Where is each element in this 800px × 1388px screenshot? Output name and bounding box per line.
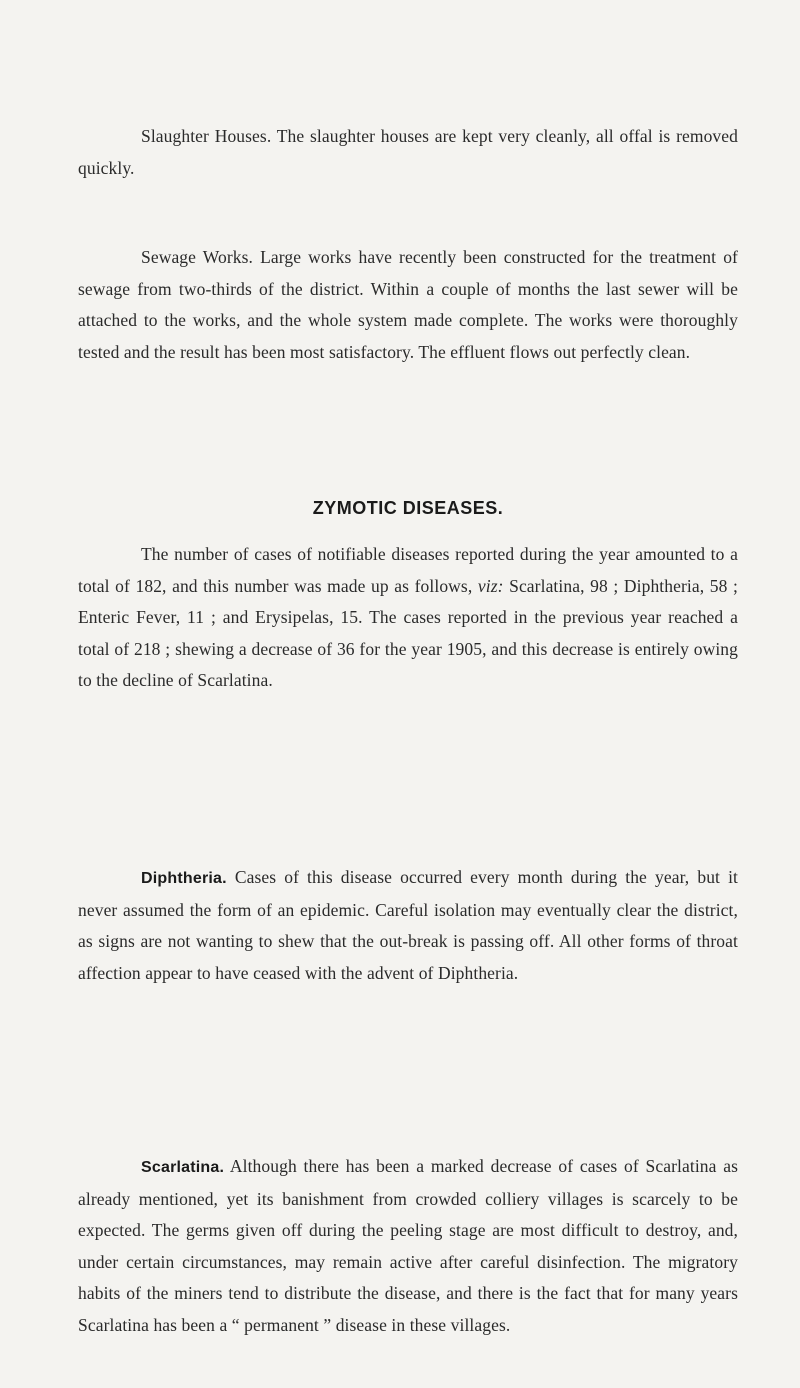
scarlatina-paragraph	[78, 1151, 738, 1341]
diphtheria-heading: Diphtheria.	[141, 870, 227, 887]
slaughter-houses-heading: Slaughter Houses.	[141, 126, 272, 146]
zymotic-body-b: Scarlatina, 98 ; Diphtheria, 58 ; Enteric Fever, 11 ; and Erysipelas, 15. The cases reported in the previous year reached a total of 218 ; shewing a decrease of 36 for the year 1905, and this decrease is entirely owing to the decline of Scarlatina.	[78, 575, 738, 690]
zymotic-diseases-title: ZYMOTIC DISEASES.	[312, 498, 504, 518]
sewage-works-body: Large works have recently been constructed for the treatment of sewage from two-thirds of the district. Within a couple of months the last sewer will be attached to the works, and the whole system made complete. The works were thoroughly tested and the result has been most satisfactory. The effluent flows out perfectly clean.	[78, 247, 738, 362]
zymotic-body-a: The number of cases of notifiable diseases reported during the year amounted to a total of 182, and this number was made up as follows,	[78, 544, 738, 596]
scarlatina-heading: Scarlatina.	[141, 1159, 225, 1176]
viz-abbreviation: viz:	[477, 575, 504, 596]
sewage-works-heading: Sewage Works.	[141, 247, 254, 267]
zymotic-diseases-paragraph	[78, 539, 738, 697]
diphtheria-paragraph	[78, 862, 738, 989]
slaughter-houses-paragraph	[78, 121, 738, 184]
scarlatina-body: Although there has been a marked decrease of cases of Scarlatina as already mentioned, yet its banishment from crowded colliery villages is scarcely to be expected. The germs given off during the peeling stage are most difficult to destroy, and, under certain circumstances, may remain active after careful disinfection. The migratory habits of the miners tend to distribute the disease, and there is the fact that for many years Scarlatina has been a “ permanent ” disease in these villages.	[78, 1156, 738, 1335]
slaughter-houses-body: The slaughter houses are kept very cleanly, all offal is removed quickly.	[78, 126, 738, 178]
sewage-works-paragraph	[78, 242, 738, 368]
diphtheria-body: Cases of this disease occurred every month during the year, but it never assumed the form of an epidemic. Careful isolation may eventually clear the district, as signs are not wanting to shew that the out-break is passing off. All other forms of throat affection appear to have ceased with the advent of Diphtheria.	[78, 867, 738, 983]
